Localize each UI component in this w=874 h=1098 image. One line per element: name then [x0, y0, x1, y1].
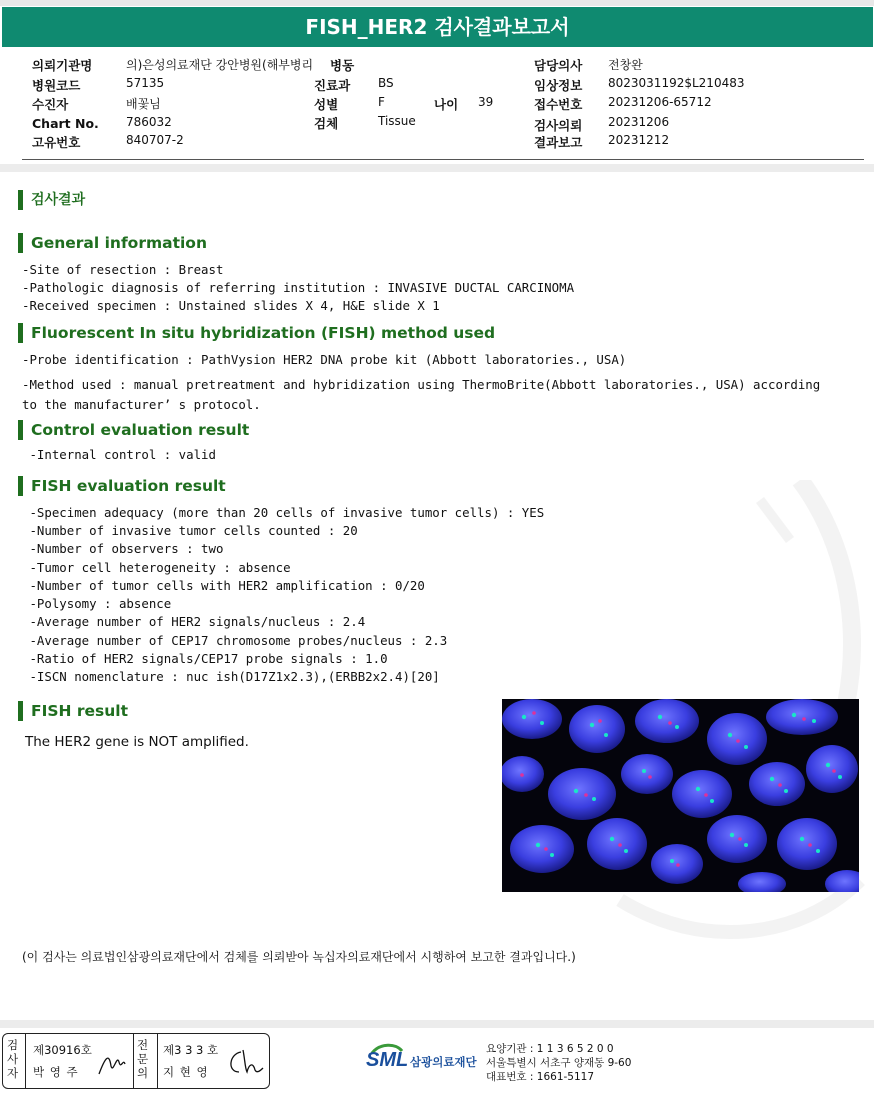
report-date-value: 20231212 — [608, 133, 670, 147]
top-strip — [0, 0, 874, 6]
divider-band — [0, 164, 874, 172]
evaluation-line-9: -Ratio of HER2 signals/CEP17 probe signals : 1.0 — [22, 651, 388, 666]
specialist-signature-icon — [225, 1046, 265, 1078]
tester-name: 박 영 주 — [33, 1065, 79, 1079]
clinical-value: 8023031192$L210483 — [608, 76, 745, 90]
fish-microscopy-image — [502, 699, 859, 892]
general-line-1: -Site of resection : Breast — [22, 262, 224, 277]
fish-method-heading: Fluorescent In situ hybridization (FISH) method used — [18, 323, 495, 343]
general-info-heading: General information — [18, 233, 207, 253]
chart-value: 786032 — [126, 115, 172, 129]
sex-value: F — [378, 95, 385, 109]
report-date-label: 결과보고 — [534, 135, 583, 150]
sig-divider-3 — [157, 1034, 158, 1088]
tester-signature-icon — [95, 1048, 129, 1078]
referral-note: (이 검사는 의료법인삼광의료재단에서 검체를 의뢰받아 녹십자의료재단에서 시행하여 보고한 결과입니다.) — [22, 950, 576, 964]
evaluation-line-1: -Specimen adequacy (more than 20 cells of invasive tumor cells) : YES — [22, 505, 545, 520]
sex-label: 성별 — [314, 97, 339, 112]
sig-divider-1 — [25, 1034, 26, 1088]
info-divider — [22, 159, 864, 160]
sig-divider-2 — [133, 1034, 134, 1088]
specialist-license: 제3 3 3 호 — [163, 1043, 219, 1057]
fish-method-line-2a: -Method used : manual pretreatment and hybridization using ThermoBrite(Abbott laboratories., USA) according — [22, 377, 821, 392]
evaluation-line-7: -Average number of HER2 signals/nucleus : 2.4 — [22, 614, 366, 629]
institution-label: 의뢰기관명 — [32, 58, 93, 73]
doctor-label: 담당의사 — [534, 58, 583, 73]
general-line-2: -Pathologic diagnosis of referring institution : INVASIVE DUCTAL CARCINOMA — [22, 280, 575, 295]
hospital-code-value: 57135 — [126, 76, 165, 90]
logo-name: 삼광의료재단 — [410, 1055, 477, 1069]
address-line-1: 요양기관 : 1 1 3 6 5 2 0 0 — [486, 1043, 614, 1055]
hospital-code-label: 병원코드 — [32, 78, 81, 93]
results-heading: 검사결과 — [18, 190, 85, 210]
control-heading: Control evaluation result — [18, 420, 249, 440]
general-line-3: -Received specimen : Unstained slides X 4, H&E slide X 1 — [22, 298, 440, 313]
evaluation-line-3: -Number of observers : two — [22, 541, 224, 556]
fish-method-line-1: -Probe identification : PathVysion HER2 DNA probe kit (Abbott laboratories., USA) — [22, 352, 627, 367]
address-line-3: 대표번호 : 1661-5117 — [486, 1071, 595, 1083]
receipt-value: 20231206-65712 — [608, 95, 712, 109]
chart-label: Chart No. — [32, 116, 99, 131]
ward-label: 병동 — [330, 58, 355, 73]
evaluation-line-2: -Number of invasive tumor cells counted : 20 — [22, 523, 358, 538]
patient-value: 배꽃님 — [126, 97, 161, 111]
specialist-name: 지 현 영 — [163, 1065, 209, 1079]
patient-label: 수진자 — [32, 97, 69, 112]
evaluation-line-10: -ISCN nomenclature : nuc ish(D17Z1x2.3),(ERBB2x2.4)[20] — [22, 669, 440, 684]
department-label: 진료과 — [314, 78, 351, 93]
request-date-label: 검사의뢰 — [534, 118, 583, 133]
institution-value: 의)은성의료재단 강안병원(해부병리 — [126, 58, 314, 72]
fish-result-heading: FISH result — [18, 701, 128, 721]
footer-address — [486, 1042, 631, 1084]
unique-no-label: 고유번호 — [32, 135, 81, 150]
department-value: BS — [378, 76, 394, 90]
specimen-label: 검체 — [314, 116, 339, 131]
age-value: 39 — [478, 95, 494, 109]
specialist-label: 전문의 — [137, 1038, 149, 1080]
evaluation-heading: FISH evaluation result — [18, 476, 226, 496]
tester-license: 제30916호 — [33, 1043, 92, 1057]
evaluation-line-6: -Polysomy : absence — [22, 596, 172, 611]
report-title: FISH_HER2 검사결과보고서 — [2, 7, 873, 47]
fish-result-text: The HER2 gene is NOT amplified. — [25, 734, 249, 750]
evaluation-line-4: -Tumor cell heterogeneity : absence — [22, 560, 291, 575]
doctor-value: 전창완 — [608, 58, 643, 72]
address-line-2: 서울특별시 서초구 양재동 9-60 — [486, 1057, 632, 1069]
control-line: -Internal control : valid — [22, 447, 216, 462]
signature-box — [2, 1033, 270, 1089]
footer-band — [0, 1020, 874, 1028]
age-label: 나이 — [434, 97, 459, 112]
receipt-label: 접수번호 — [534, 97, 583, 112]
specimen-value: Tissue — [378, 114, 416, 128]
evaluation-line-5: -Number of tumor cells with HER2 amplification : 0/20 — [22, 578, 425, 593]
logo-text: SML — [366, 1049, 409, 1071]
unique-no-value: 840707-2 — [126, 133, 184, 147]
fish-method-line-2b: to the manufacturer’ s protocol. — [22, 397, 261, 412]
evaluation-line-8: -Average number of CEP17 chromosome probes/nucleus : 2.3 — [22, 633, 448, 648]
patient-info-block — [0, 48, 874, 163]
clinical-label: 임상정보 — [534, 78, 583, 93]
request-date-value: 20231206 — [608, 115, 670, 129]
tester-label: 검사자 — [7, 1038, 19, 1080]
